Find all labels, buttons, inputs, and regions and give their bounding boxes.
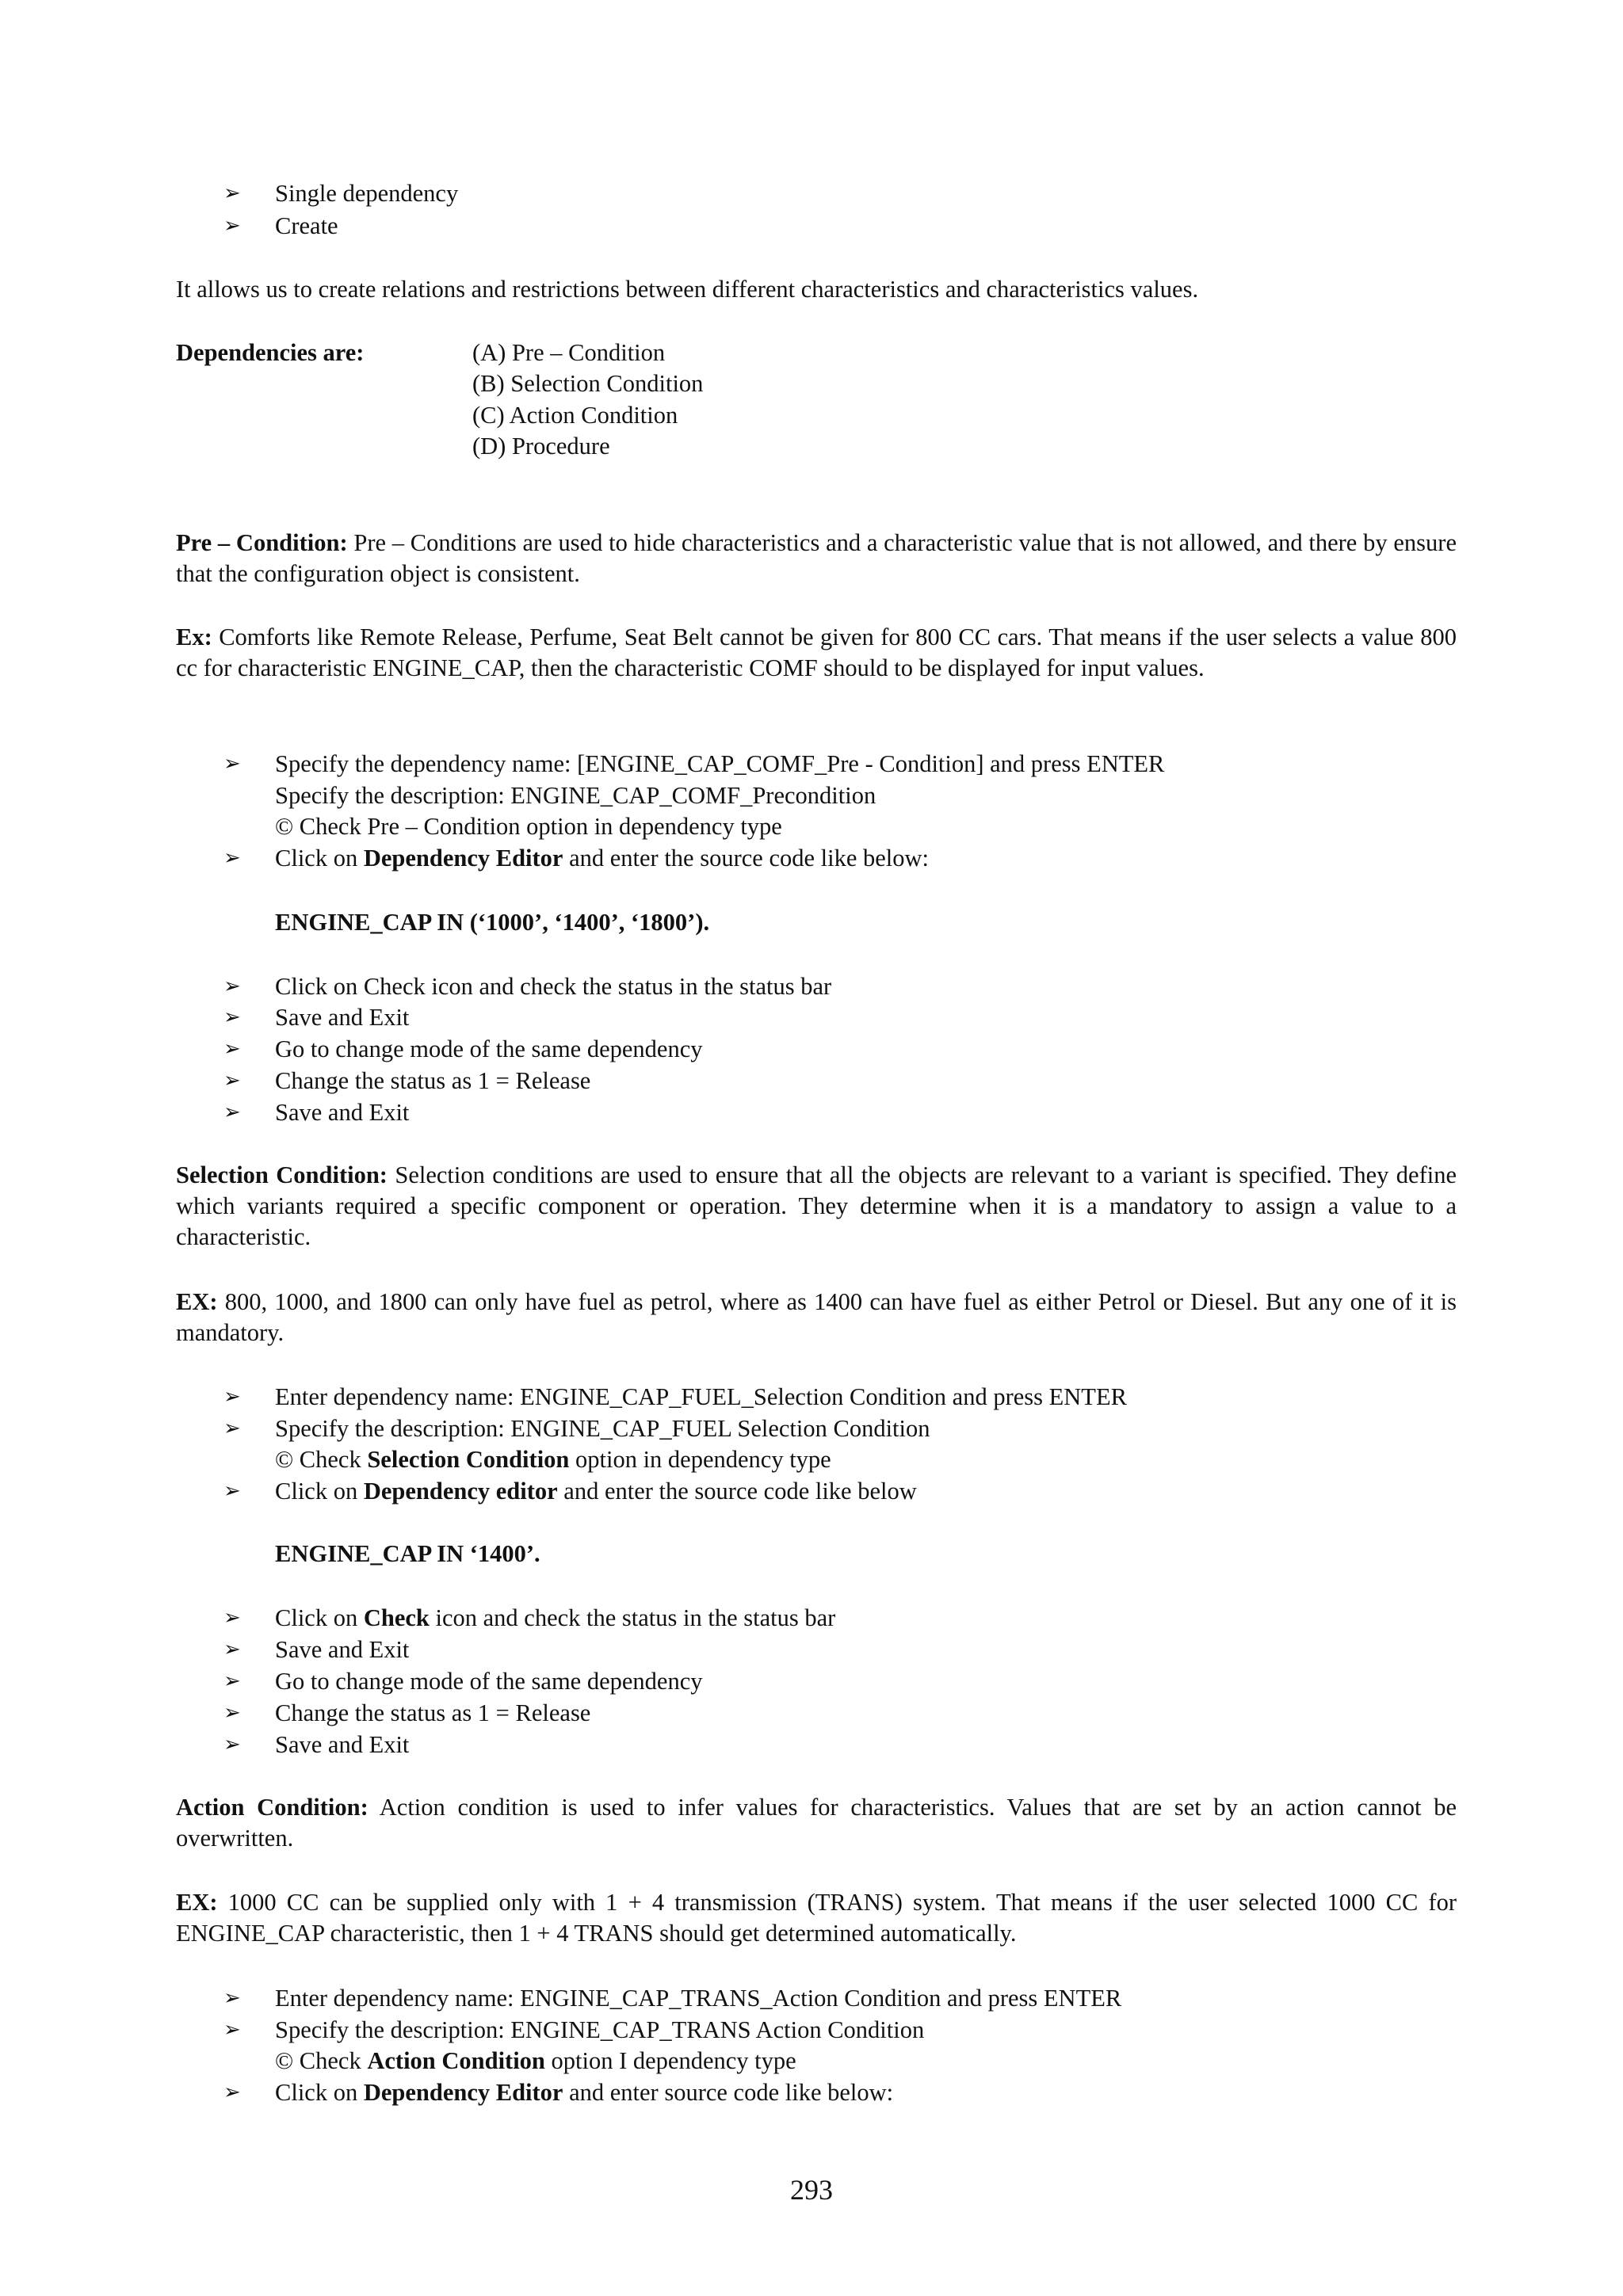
bullet-text: Specify the dependency name: [ENGINE_CAP_COMF_Pre - Condition] and press ENTER [275, 750, 1165, 777]
bullet-text: Single dependency [275, 180, 459, 207]
dependency-item: (B) Selection Condition [472, 370, 704, 397]
page-number: 293 [790, 2174, 833, 2206]
bullet-text: Click on Check icon and check the status in the status bar [275, 973, 832, 1000]
check-term: Check [363, 1604, 430, 1631]
arrow-bullet-icon: ➢ [223, 1069, 241, 1093]
bullet-text: Enter dependency name: ENGINE_CAP_FUEL_Selection Condition and press ENTER [275, 1383, 1127, 1410]
bullet-text: Click on Dependency editor and enter the source code like below [275, 1478, 917, 1505]
bullet-text: Save and Exit [275, 1731, 410, 1758]
bullet-text: Go to change mode of the same dependency [275, 1035, 703, 1062]
arrow-bullet-icon: ➢ [223, 1638, 241, 1661]
pre-condition-text: Pre – Conditions are used to hide characteristics and a characteristic value that is not allowed, and there by ensure that the configuration object is consistent. [176, 529, 1457, 587]
arrow-bullet-icon: ➢ [223, 846, 241, 870]
arrow-bullet-icon: ➢ [223, 1037, 241, 1061]
selection-condition-heading: Selection Condition: [176, 1161, 388, 1188]
bullet-text: Specify the description: ENGINE_CAP_FUEL Selection Condition [275, 1415, 930, 1442]
arrow-bullet-icon: ➢ [223, 1606, 241, 1630]
arrow-bullet-icon: ➢ [223, 1100, 241, 1124]
pre-condition-heading: Pre – Condition: [176, 529, 348, 556]
arrow-bullet-icon: ➢ [223, 752, 241, 776]
bullet-text: Go to change mode of the same dependency [275, 1668, 703, 1695]
dependency-editor-term: Dependency editor [363, 1478, 558, 1505]
bullet-text: Change the status as 1 = Release [275, 1067, 591, 1094]
bullet-text: Create [275, 212, 338, 239]
example-label: EX: [176, 1288, 218, 1315]
dependency-editor-term: Dependency Editor [363, 845, 563, 871]
arrow-bullet-icon: ➢ [223, 1986, 241, 2010]
action-condition-text: Action condition is used to infer values for characteristics. Values that are set by an action cannot be overwritten. [176, 1794, 1457, 1852]
pre-condition-example [176, 622, 1457, 684]
selection-condition-text: Selection conditions are used to ensure that all the objects are relevant to a variant is specified. They define which variants required a specific component or operation. They determine when it is a mandatory to assign a value to a characteristic. [176, 1161, 1457, 1250]
arrow-bullet-icon: ➢ [223, 1479, 241, 1503]
dependency-editor-term: Dependency Editor [363, 2079, 563, 2106]
action-condition-term: Action Condition [367, 2047, 545, 2074]
arrow-bullet-icon: ➢ [223, 1005, 241, 1029]
source-code-line: ENGINE_CAP IN (‘1000’, ‘1400’, ‘1800’). [275, 909, 710, 936]
arrow-bullet-icon: ➢ [223, 1701, 241, 1725]
pre-condition-paragraph [176, 528, 1457, 589]
bullet-text: Enter dependency name: ENGINE_CAP_TRANS_Action Condition and press ENTER [275, 1985, 1122, 2012]
dependency-item: (A) Pre – Condition [472, 339, 666, 366]
selection-condition-example [176, 1287, 1457, 1348]
dependencies-label: Dependencies are: [176, 339, 365, 366]
bullet-text: Click on Dependency Editor and enter source code like below: [275, 2079, 894, 2106]
bullet-text: Save and Exit [275, 1636, 410, 1663]
bullet-text: Click on Check icon and check the status in the status bar [275, 1604, 836, 1631]
sub-line: © Check Pre – Condition option in dependency type [275, 813, 782, 840]
arrow-bullet-icon: ➢ [223, 214, 241, 238]
example-text: 800, 1000, and 1800 can only have fuel as petrol, where as 1400 can have fuel as either Petrol or Diesel. But any one of it is mandatory. [176, 1288, 1457, 1346]
arrow-bullet-icon: ➢ [223, 1417, 241, 1440]
arrow-bullet-icon: ➢ [223, 1733, 241, 1756]
intro-paragraph: It allows us to create relations and restrictions between different characteristics and characteristics values. [176, 276, 1199, 303]
arrow-bullet-icon: ➢ [223, 1385, 241, 1409]
bullet-text: Change the status as 1 = Release [275, 1699, 591, 1726]
arrow-bullet-icon: ➢ [223, 181, 241, 205]
action-condition-example [176, 1887, 1457, 1949]
arrow-bullet-icon: ➢ [223, 2018, 241, 2042]
dependency-item: (D) Procedure [472, 433, 610, 460]
action-condition-paragraph [176, 1792, 1457, 1854]
arrow-bullet-icon: ➢ [223, 2081, 241, 2104]
arrow-bullet-icon: ➢ [223, 1669, 241, 1693]
arrow-bullet-icon: ➢ [223, 974, 241, 998]
dependency-item: (C) Action Condition [472, 402, 678, 429]
action-condition-heading: Action Condition: [176, 1794, 369, 1821]
bullet-text: Save and Exit [275, 1004, 410, 1031]
selection-condition-paragraph [176, 1160, 1457, 1253]
example-label: Ex: [176, 624, 212, 650]
bullet-text: Click on Dependency Editor and enter the source code like below: [275, 845, 930, 871]
source-code-line: ENGINE_CAP IN ‘1400’. [275, 1540, 540, 1567]
sub-line: © Check Action Condition option I dependency type [275, 2047, 796, 2074]
example-text: 1000 CC can be supplied only with 1 + 4 transmission (TRANS) system. That means if the user selected 1000 CC for ENGINE_CAP characteristic, then 1 + 4 TRANS should get determined automatically. [176, 1889, 1457, 1947]
selection-condition-term: Selection Condition [367, 1446, 570, 1473]
bullet-text: Specify the description: ENGINE_CAP_TRANS Action Condition [275, 2016, 925, 2043]
bullet-text: Save and Exit [275, 1099, 410, 1126]
example-text: Comforts like Remote Release, Perfume, Seat Belt cannot be given for 800 CC cars. That means if the user selects a value 800 cc for characteristic ENGINE_CAP, then the characteristic COMF should to be displayed for input values. [176, 624, 1457, 681]
sub-line: © Check Selection Condition option in dependency type [275, 1446, 831, 1473]
sub-line: Specify the description: ENGINE_CAP_COMF_Precondition [275, 782, 876, 809]
example-label: EX: [176, 1889, 218, 1916]
